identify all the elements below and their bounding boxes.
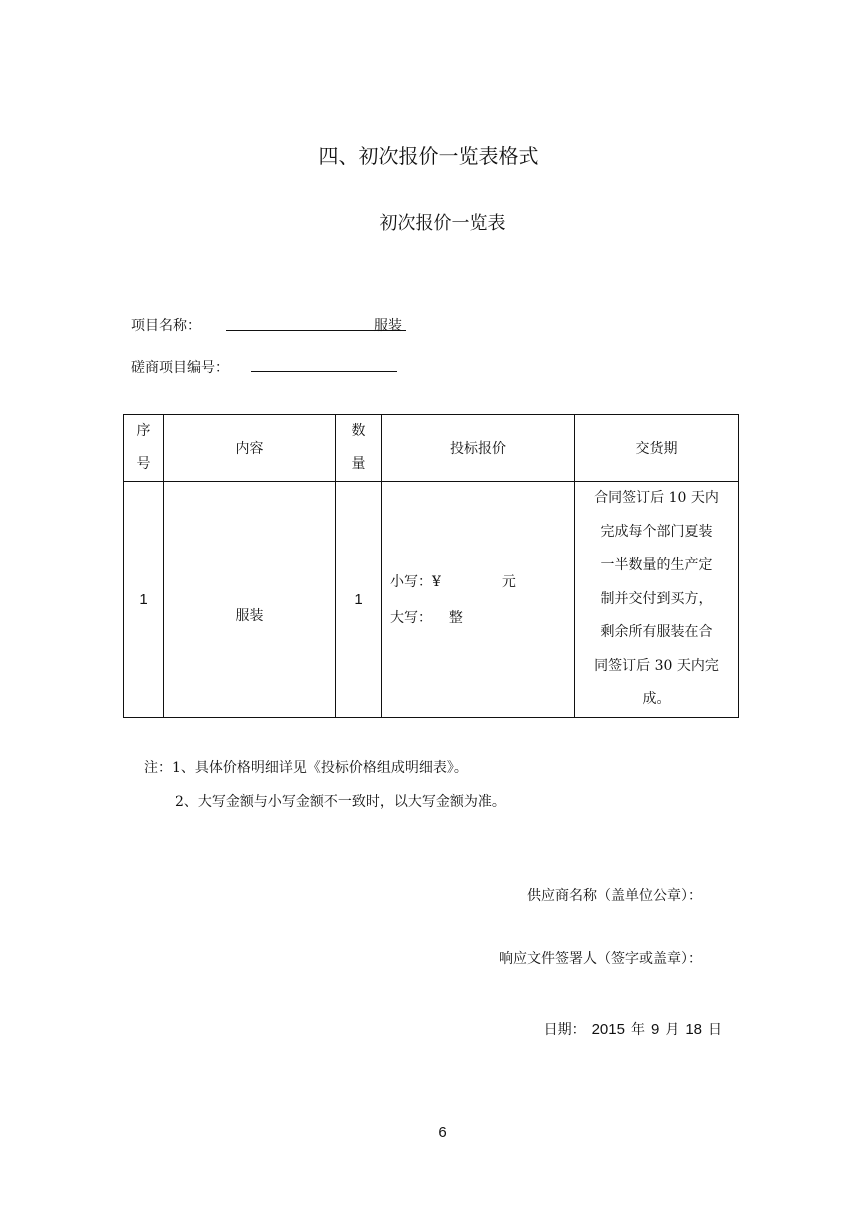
table-row bbox=[124, 482, 739, 718]
header-seq-top: 序 bbox=[136, 423, 151, 439]
delivery-line-7: 成。 bbox=[642, 691, 671, 708]
date-line bbox=[541, 1019, 725, 1039]
price-upper-unit: 整 bbox=[448, 609, 463, 626]
header-price: 投标报价 bbox=[382, 415, 575, 482]
price-lower-line bbox=[390, 564, 574, 600]
cell-seq: 1 bbox=[124, 482, 164, 718]
date-day-unit: 日 bbox=[708, 1022, 722, 1038]
table-header-row bbox=[124, 415, 739, 482]
delivery-line-2: 完成每个部门夏装 bbox=[600, 523, 713, 540]
price-lower-unit: 元 bbox=[501, 573, 516, 590]
cell-price bbox=[382, 482, 575, 718]
supplier-signature-label: 供应商名称（盖单位公章）： bbox=[527, 888, 702, 904]
cell-qty: 1 bbox=[336, 482, 382, 718]
quote-table bbox=[123, 414, 739, 718]
note-1: 注：1、具体价格明细详见《投标价格组成明细表》。 bbox=[144, 760, 468, 776]
header-qty-bottom: 量 bbox=[351, 456, 366, 472]
date-year-unit: 年 bbox=[630, 1022, 645, 1038]
delivery-line-1: 合同签订后 10 天内 bbox=[594, 490, 719, 507]
header-delivery: 交货期 bbox=[575, 415, 739, 482]
date-label: 日期： bbox=[543, 1022, 586, 1038]
date-year: 2015 bbox=[591, 1021, 625, 1038]
price-lower-label: 小写：¥ bbox=[390, 573, 441, 590]
page-number: 6 bbox=[438, 1124, 447, 1141]
header-qty-top: 数 bbox=[351, 423, 366, 439]
price-upper-label: 大写： bbox=[390, 609, 432, 626]
project-name-label: 项目名称： bbox=[131, 318, 201, 334]
date-month: 9 bbox=[650, 1021, 660, 1038]
table-title: 初次报价一览表 bbox=[379, 213, 506, 234]
project-name-value: 服装 bbox=[374, 318, 402, 334]
delivery-line-4: 制并交付到买方， bbox=[600, 590, 713, 607]
delivery-line-6: 同签订后 30 天内完 bbox=[594, 657, 719, 674]
header-qty bbox=[336, 415, 382, 482]
header-content: 内容 bbox=[164, 415, 336, 482]
page-title: 四、初次报价一览表格式 bbox=[318, 144, 539, 168]
date-day: 18 bbox=[685, 1021, 702, 1038]
header-seq-bottom: 号 bbox=[136, 456, 151, 472]
header-seq bbox=[124, 415, 164, 482]
project-code-underline bbox=[251, 371, 397, 372]
signer-signature-label: 响应文件签署人（签字或盖章）： bbox=[499, 951, 702, 967]
project-code-label: 磋商项目编号： bbox=[131, 360, 229, 376]
cell-delivery bbox=[575, 482, 739, 718]
note-2: 2、大写金额与小写金额不一致时，以大写金额为准。 bbox=[175, 794, 506, 810]
cell-content: 服装 bbox=[164, 482, 336, 718]
delivery-line-5: 剩余所有服装在合 bbox=[600, 624, 713, 641]
price-upper-line bbox=[390, 600, 574, 636]
date-month-unit: 月 bbox=[665, 1022, 680, 1038]
delivery-line-3: 一半数量的生产定 bbox=[600, 557, 713, 574]
